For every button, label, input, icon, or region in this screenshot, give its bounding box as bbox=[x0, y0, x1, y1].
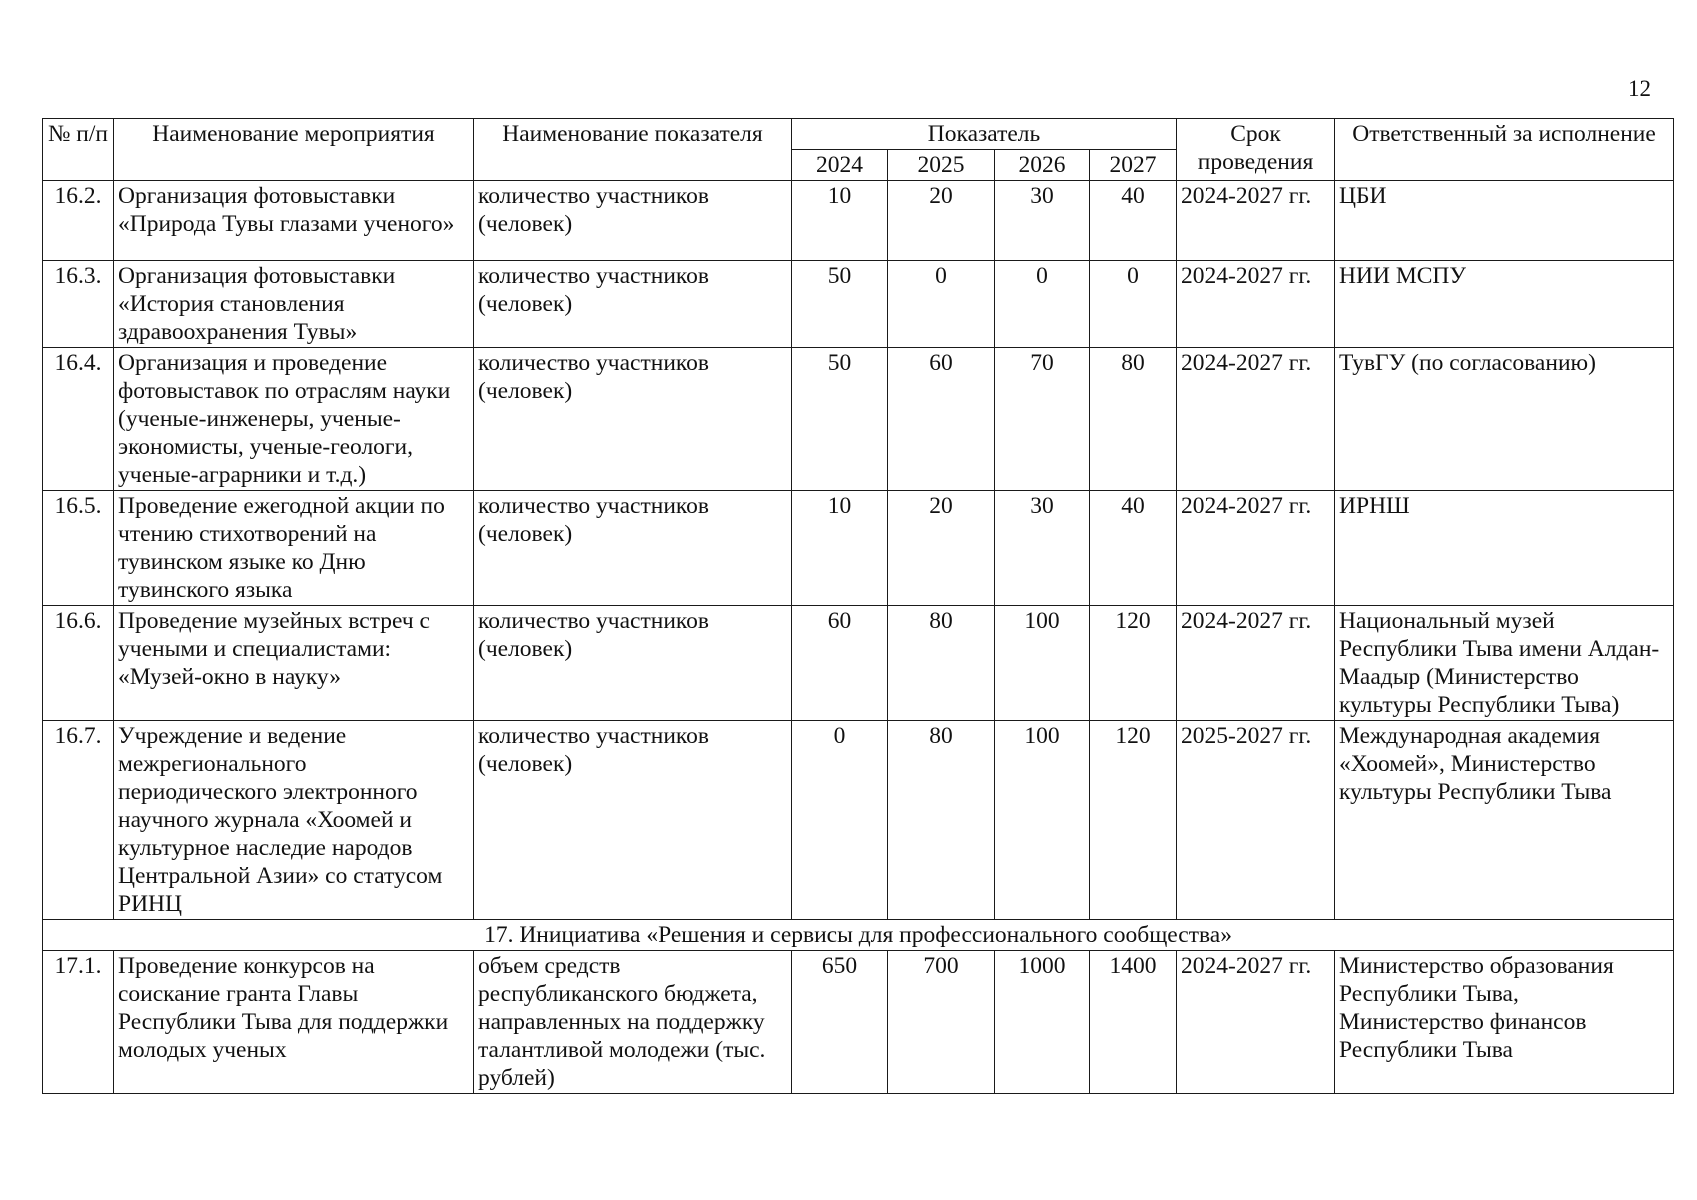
section-title: 17. Инициатива «Решения и сервисы для профессионального сообщества» bbox=[43, 920, 1674, 951]
period: 2024-2027 гг. bbox=[1177, 261, 1335, 348]
responsible: ТувГУ (по согласованию) bbox=[1335, 348, 1674, 491]
row-number: 16.2. bbox=[43, 181, 114, 261]
value-2025: 0 bbox=[888, 261, 995, 348]
table-row-16-2 bbox=[43, 181, 1674, 261]
row-number: 16.5. bbox=[43, 491, 114, 606]
value-2025: 60 bbox=[888, 348, 995, 491]
table-row-16-7 bbox=[43, 721, 1674, 920]
value-2024: 10 bbox=[792, 491, 888, 606]
row-number: 16.7. bbox=[43, 721, 114, 920]
event-name: Учреждение и ведение межрегионального периодического электронного научного журнала «Хоомей и культурное наследие народов Центральной Азии» со статусом РИНЦ bbox=[114, 721, 474, 920]
value-2027: 40 bbox=[1090, 491, 1177, 606]
event-name: Организация и проведение фотовыставок по отраслям науки (ученые-инженеры, ученые-экономисты, ученые-геологи, ученые-аграрники и т.д.) bbox=[114, 348, 474, 491]
section-row-17 bbox=[43, 920, 1674, 951]
value-2026: 70 bbox=[995, 348, 1090, 491]
responsible: ИРНШ bbox=[1335, 491, 1674, 606]
value-2024: 50 bbox=[792, 348, 888, 491]
value-2027: 120 bbox=[1090, 606, 1177, 721]
table-row-16-3 bbox=[43, 261, 1674, 348]
value-2024: 650 bbox=[792, 951, 888, 1094]
value-2026: 30 bbox=[995, 491, 1090, 606]
header-responsible: Ответственный за исполнение bbox=[1335, 119, 1674, 181]
event-name: Проведение конкурсов на соискание гранта Главы Республики Тыва для поддержки молодых ученых bbox=[114, 951, 474, 1094]
event-name: Организация фотовыставки «История становления здравоохранения Тувы» bbox=[114, 261, 474, 348]
value-2027: 0 bbox=[1090, 261, 1177, 348]
header-row-top bbox=[43, 119, 1674, 150]
responsible: ЦБИ bbox=[1335, 181, 1674, 261]
value-2025: 80 bbox=[888, 721, 995, 920]
responsible: Министерство образования Республики Тыва, Министерство финансов Республики Тыва bbox=[1335, 951, 1674, 1094]
value-2025: 20 bbox=[888, 181, 995, 261]
value-2027: 40 bbox=[1090, 181, 1177, 261]
event-name: Проведение ежегодной акции по чтению стихотворений на тувинском языке ко Дню тувинского языка bbox=[114, 491, 474, 606]
value-2024: 0 bbox=[792, 721, 888, 920]
indicator-name: количество участников (человек) bbox=[474, 181, 792, 261]
indicator-name: объем средств республиканского бюджета, направленных на поддержку талантливой молодежи (тыс. рублей) bbox=[474, 951, 792, 1094]
value-2025: 700 bbox=[888, 951, 995, 1094]
table-row-16-4 bbox=[43, 348, 1674, 491]
event-name: Организация фотовыставки «Природа Тувы глазами ученого» bbox=[114, 181, 474, 261]
page-number: 12 bbox=[1628, 76, 1651, 101]
indicator-name: количество участников (человек) bbox=[474, 491, 792, 606]
responsible: НИИ МСПУ bbox=[1335, 261, 1674, 348]
header-year-2024: 2024 bbox=[792, 150, 888, 181]
indicator-name: количество участников (человек) bbox=[474, 606, 792, 721]
value-2027: 1400 bbox=[1090, 951, 1177, 1094]
header-indicator-name: Наименование показателя bbox=[474, 119, 792, 181]
row-number: 17.1. bbox=[43, 951, 114, 1094]
value-2026: 100 bbox=[995, 606, 1090, 721]
period: 2024-2027 гг. bbox=[1177, 951, 1335, 1094]
value-2024: 50 bbox=[792, 261, 888, 348]
value-2027: 120 bbox=[1090, 721, 1177, 920]
responsible: Международная академия «Хоомей», Министерство культуры Республики Тыва bbox=[1335, 721, 1674, 920]
value-2025: 80 bbox=[888, 606, 995, 721]
header-year-2027: 2027 bbox=[1090, 150, 1177, 181]
value-2025: 20 bbox=[888, 491, 995, 606]
header-period: Срок проведения bbox=[1177, 119, 1335, 181]
row-number: 16.3. bbox=[43, 261, 114, 348]
period: 2024-2027 гг. bbox=[1177, 181, 1335, 261]
value-2024: 60 bbox=[792, 606, 888, 721]
table-row-16-5 bbox=[43, 491, 1674, 606]
value-2026: 1000 bbox=[995, 951, 1090, 1094]
header-event-name: Наименование мероприятия bbox=[114, 119, 474, 181]
period: 2024-2027 гг. bbox=[1177, 348, 1335, 491]
value-2026: 100 bbox=[995, 721, 1090, 920]
table-row-16-6 bbox=[43, 606, 1674, 721]
indicator-name: количество участников (человек) bbox=[474, 721, 792, 920]
value-2026: 0 bbox=[995, 261, 1090, 348]
value-2026: 30 bbox=[995, 181, 1090, 261]
activities-table bbox=[42, 118, 1674, 1094]
value-2024: 10 bbox=[792, 181, 888, 261]
row-number: 16.4. bbox=[43, 348, 114, 491]
row-number: 16.6. bbox=[43, 606, 114, 721]
header-year-2025: 2025 bbox=[888, 150, 995, 181]
value-2027: 80 bbox=[1090, 348, 1177, 491]
header-num: № п/п bbox=[43, 119, 114, 181]
indicator-name: количество участников (человек) bbox=[474, 261, 792, 348]
header-indicator-group: Показатель bbox=[792, 119, 1177, 150]
period: 2024-2027 гг. bbox=[1177, 491, 1335, 606]
table-row-17-1 bbox=[43, 951, 1674, 1094]
header-year-2026: 2026 bbox=[995, 150, 1090, 181]
period: 2025-2027 гг. bbox=[1177, 721, 1335, 920]
responsible: Национальный музей Республики Тыва имени Алдан-Маадыр (Министерство культуры Республики Тыва) bbox=[1335, 606, 1674, 721]
indicator-name: количество участников (человек) bbox=[474, 348, 792, 491]
event-name: Проведение музейных встреч с учеными и специалистами: «Музей-окно в науку» bbox=[114, 606, 474, 721]
period: 2024-2027 гг. bbox=[1177, 606, 1335, 721]
